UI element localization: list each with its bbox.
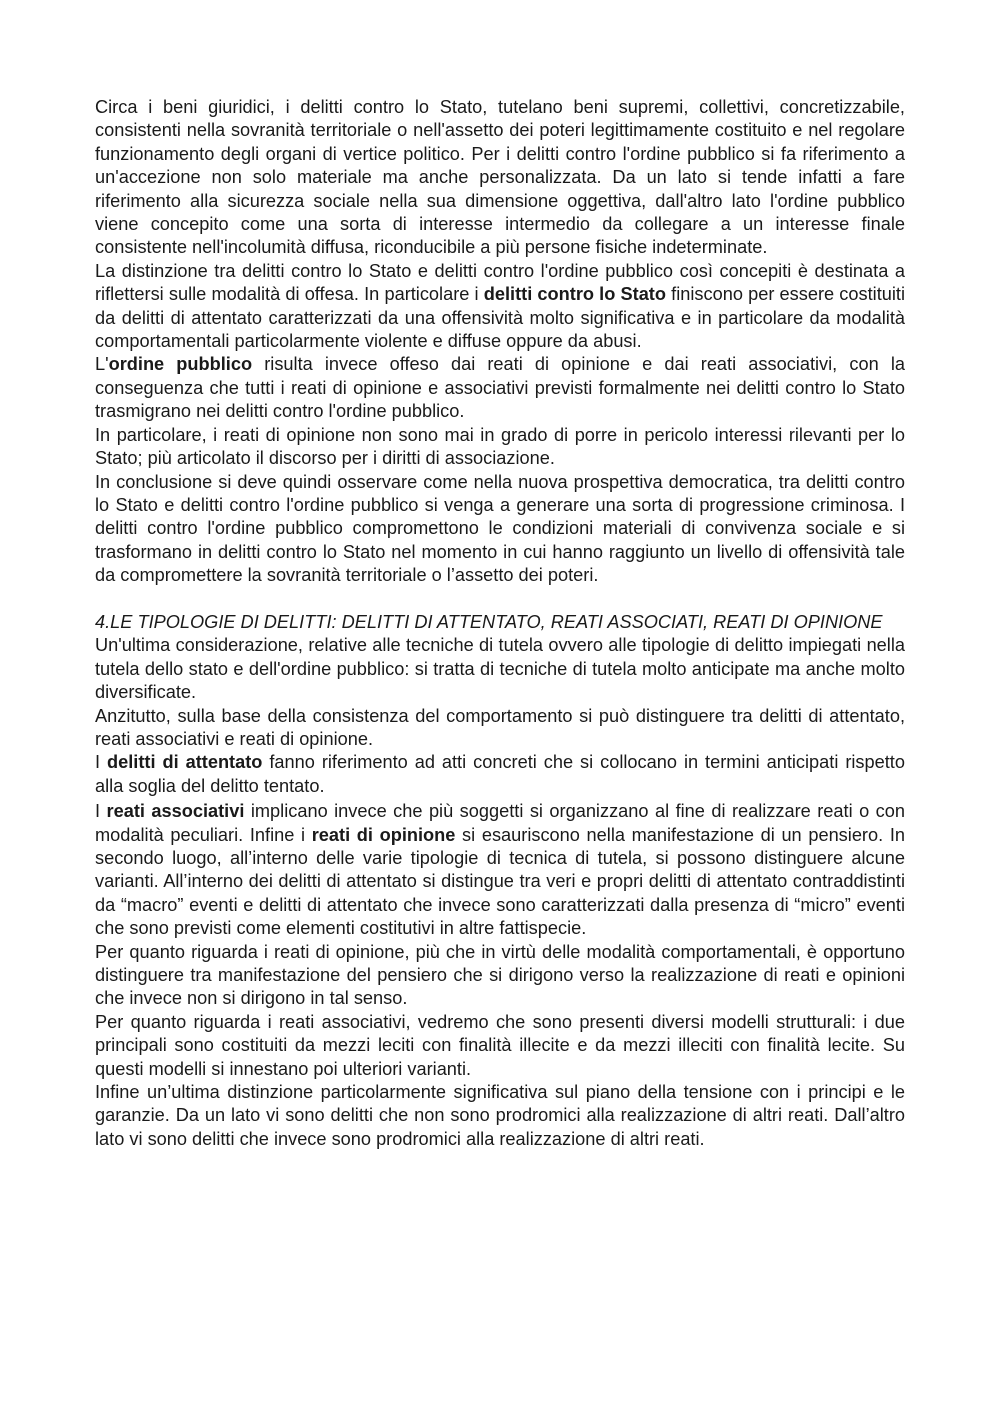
bold-term-ordine-pubblico: ordine pubblico xyxy=(108,354,253,375)
text-run: risulta invece offeso dai reati di opinione e dai reati associativi, con la conseguenza che tutti i reati di opinione e associativi previsti formalmente nei delitti contro lo Stato trasmigrano nei delitti contro l'ordine pubblico. xyxy=(95,354,905,422)
text-run: I xyxy=(95,752,108,773)
text-run: implicano invece che più soggetti si organizzano al fine di realizzare reati o con modalità peculiari. Infine i xyxy=(95,801,905,845)
text-run: fanno riferimento ad atti concreti che si collocano in termini anticipati rispetto alla soglia del delitto tentato. xyxy=(95,752,905,796)
paragraph-beni-giuridici: Circa i beni giuridici, i delitti contro lo Stato, tutelano beni supremi, collettivi, concretizzabile, consistenti nella sovranità territoriale o nell'assetto dei poteri legittimamente costituito e nel regolare funzionamento degli organi di vertice politico. Per i delitti contro l'ordine pubblico si fa riferimento a un'accezione non solo materiale ma anche personalizzata. Da un lato si tende infatti a fare riferimento alla sicurezza sociale nella sua dimensione oggettiva, dall'altro lato l'ordine pubblico viene concepito come una sorta di interesse intermedio da collegare a un interesse finale consistente nell'incolumità diffusa, riconducibile a più persone fisiche indeterminate. xyxy=(95,97,905,258)
text-run: I xyxy=(95,801,107,822)
paragraph-opinione-modalita: Per quanto riguarda i reati di opinione, più che in virtù delle modalità comportamentali, è opportuno distinguere tra manifestazione del pensiero che si dirigono verso la realizzazione di reati e opinioni che invece non si dirigono in tal senso. xyxy=(95,941,905,1009)
paragraph-ultima-considerazione: Un'ultima considerazione, relative alle tecniche di tutela ovvero alle tipologie di delitto impiegati nella tutela dello stato e dell'ordine pubblico: si tratta di tecniche di tutela molto anticipate ma anche molto diversificate. xyxy=(95,635,905,703)
section-heading: 4.LE TIPOLOGIE DI DELITTI: DELITTI DI ATTENTATO, REATI ASSOCIATI, REATI DI OPINIONE xyxy=(95,611,883,632)
text-run: L' xyxy=(95,354,109,375)
paragraph-ordine-pubblico xyxy=(95,353,905,423)
paragraph-reati-opinione: In particolare, i reati di opinione non sono mai in grado di porre in pericolo interessi rilevanti per lo Stato; più articolato il discorso per i diritti di associazione. xyxy=(95,424,905,469)
text-run: La distinzione tra delitti contro lo Stato e delitti contro l'ordine pubblico così concepiti è destinata a riflettersi sulle modalità di offesa. In particolare i xyxy=(95,260,905,305)
bold-term-delitti-di-attentato: delitti di attentato xyxy=(107,752,263,773)
bold-term-reati-associativi: reati associativi xyxy=(106,801,245,822)
paragraph-ultima-distinzione: Infine un’ultima distinzione particolarmente significativa sul piano della tensione con i principi e le garanzie. Da un lato vi sono delitti che non sono prodromici alla realizzazione di altri reati. Dall’altro lato vi sono delitti che invece sono prodromici alla realizzazione di altri reati. xyxy=(95,1082,905,1149)
document-page xyxy=(95,96,905,1151)
bold-term-reati-di-opinione: reati di opinione xyxy=(311,824,456,845)
bold-term-delitti-contro-lo-stato: delitti contro lo Stato xyxy=(483,284,666,305)
paragraph-delitti-attentato xyxy=(95,751,905,798)
text-run: finiscono per essere costituiti da delitti di attentato caratterizzati da una offensività molto significativa e in particolare da modalità comportamentali particolarmente violente e diffuse oppure da abusi. xyxy=(95,284,906,352)
paragraph-modelli-strutturali: Per quanto riguarda i reati associativi, vedremo che sono presenti diversi modelli strutturali: i due principali sono costituiti da mezzi leciti con finalità illecite e da mezzi illeciti con finalità lecite. Su questi modelli si innestano poi ulteriori varianti. xyxy=(95,1011,905,1079)
paragraph-conclusione: In conclusione si deve quindi osservare come nella nuova prospettiva democratica, tra delitti contro lo Stato e delitti contro l'ordine pubblico si venga a generare una sorta di progressione criminosa. I delitti contro l'ordine pubblico compromettono le condizioni materiali di convivenza sociale e si trasformano in delitti contro lo Stato nel momento in cui hanno raggiunto un livello di offensività tale da compromettere la sovranità territoriale o l’assetto dei poteri. xyxy=(95,471,905,586)
paragraph-anzitutto: Anzitutto, sulla base della consistenza del comportamento si può distinguere tra delitti di attentato, reati associativi e reati di opinione. xyxy=(95,705,905,749)
text-run: si esauriscono nella manifestazione di un pensiero. In secondo luogo, all’interno delle varie tipologie di tecnica di tutela, si possono distinguere alcune varianti. All’interno dei delitti di attentato si distingue tra veri e propri delitti di attentato contraddistinti da “macro” eventi e delitti di attentato che invece sono caratterizzati dalla presenza di “micro” eventi che sono previsti come elementi costitutivi in altre fattispecie. xyxy=(95,824,905,939)
paragraph-reati-associativi xyxy=(95,800,905,940)
paragraph-distinzione xyxy=(95,260,905,354)
